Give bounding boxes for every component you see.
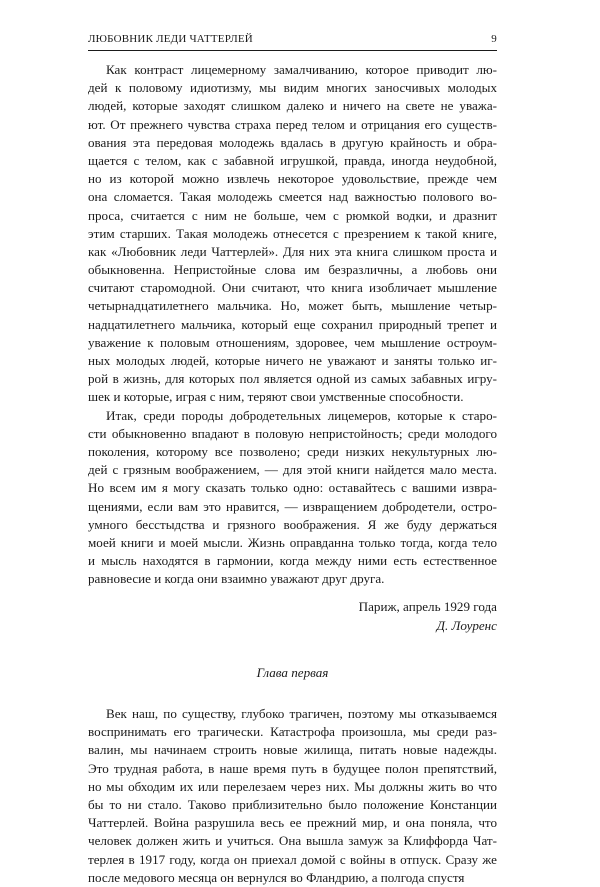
text-line: четырнадцатилетнего мальчика. Но, может быть, мышление четыр- <box>88 298 497 314</box>
text-line: щается с телом, как с забавной игрушкой, правда, иногда неудобной, <box>88 152 497 168</box>
text-line: Итак, среди породы добродетельных лицемеров, которые к старо- <box>106 407 497 423</box>
text-line: уважение к половым отношениям, здоровее, чем мышление остроум- <box>88 334 497 350</box>
text-line: и мысль находятся в гармонии, когда между ними есть естественное <box>88 553 497 569</box>
text-line: обыкновенна. Непристойные слова им безразличны, а любовь они <box>88 262 497 278</box>
text-line: дей к половому идиотизму, мы видим многих заносчивых молодых <box>88 80 497 96</box>
text-line: этим старших. Такая молодежь отнесется с презрением к такой книге, <box>88 225 497 241</box>
text-line: Это трудная работа, в наше время путь в будущее полон препятствий, <box>88 760 497 776</box>
text-line: дей с грязным воображением, — для этой книги найдется мало места. <box>88 462 497 478</box>
text-line: надцатилетнего мальчика, который еще сохранил природный трепет и <box>88 316 497 332</box>
text-line: щениями, если вам это нравится, — извращением добродетели, остро- <box>88 498 497 514</box>
text-line: она сломается. Такая молодежь смеется над важностью полового во- <box>88 189 497 205</box>
signature-place-date: Париж, апрель 1929 года <box>358 599 497 615</box>
text-line: Чаттерлей. Война разрушила весь ее прежний мир, и она поняла, что <box>88 815 497 831</box>
text-line: равновесие и когда они взаимно уважают друг друга. <box>88 571 385 587</box>
text-line: терлея в 1917 году, когда он приехал домой с войны в отпуск. Сразу же <box>88 851 497 867</box>
header-rule <box>88 50 497 51</box>
text-line: ования эта передовая молодежь вдалась в другую крайность и обра- <box>88 134 497 150</box>
paragraph-chapter-1 <box>88 705 497 887</box>
text-line: умного бесстыдства и грязного воображения. Я же буду держаться <box>88 516 497 532</box>
text-line: как «Любовник леди Чаттерлей». Для них эта книга слишком проста и <box>88 243 497 259</box>
page-number: 9 <box>491 33 497 45</box>
signature-author: Д. Лоуренс <box>436 617 497 633</box>
text-line: шек и которые, играя с ним, теряют свои умственные способности. <box>88 389 464 405</box>
text-line: проса, считается с ним не больше, чем с рюмкой водки, и дразнит <box>88 207 497 223</box>
text-line: но мы обходим их или перелезаем через них. Мы должны жить во что <box>88 778 497 794</box>
text-line: но из которой можно извлечь некоторое удовольствие, прежде чем <box>88 171 497 187</box>
text-line: Как контраст лицемерному замалчиванию, которое приводит лю- <box>106 62 497 77</box>
body-text <box>88 61 497 887</box>
spacer <box>88 588 497 598</box>
text-line: рой в жизнь, для которых пол является одной из самых забавных игру- <box>88 371 497 387</box>
text-line: ных молодых людей, которые ничего не уважают и заняты только иг- <box>88 353 497 368</box>
text-line: людей, которые заходят слишком далеко и ничего на свете не уважа- <box>88 98 497 114</box>
text-line: сти обыкновенно впадают в половую непристойность; среди молодого <box>88 425 497 441</box>
text-line: бы то ни стало. Таково приблизительно было положение Констанции <box>88 796 497 812</box>
running-head <box>88 33 497 45</box>
text-line: валин, мы начинаем строить новые жилища, питать новые надежды. <box>88 742 497 758</box>
text-line: воспринимать его трагически. Катастрофа произошла, мы среди раз- <box>88 724 497 740</box>
chapter-title: Глава первая <box>256 664 329 680</box>
text-line: ют. От прежнего чувства страха перед телом и отрицания его существ- <box>88 116 497 132</box>
text-line: человек должен жить и учиться. Она вышла замуж за Клиффорда Чат- <box>88 833 497 849</box>
text-line: моей книги и моей мысли. Жизнь оправданна только тогда, когда тело <box>88 534 497 550</box>
text-line: после медового месяца он вернулся во Фландрию, а полгода спустя <box>88 869 465 885</box>
text-line: поколения, которому все позволено; среди низких некультурных лю- <box>88 443 497 459</box>
running-title: ЛЮБОВНИК ЛЕДИ ЧАТТЕРЛЕЙ <box>88 33 253 45</box>
text-line: считают старомодной. Они считают, что книга изобличает мышление <box>88 280 497 296</box>
text-line: Век наш, по существу, глубоко трагичен, поэтому мы отказываемся <box>106 706 497 721</box>
paragraph-intro-2 <box>88 407 497 589</box>
text-line: Но всем им я могу сказать только одно: оставайтесь с вашими извра- <box>88 480 497 496</box>
paragraph-intro-1 <box>88 61 497 407</box>
